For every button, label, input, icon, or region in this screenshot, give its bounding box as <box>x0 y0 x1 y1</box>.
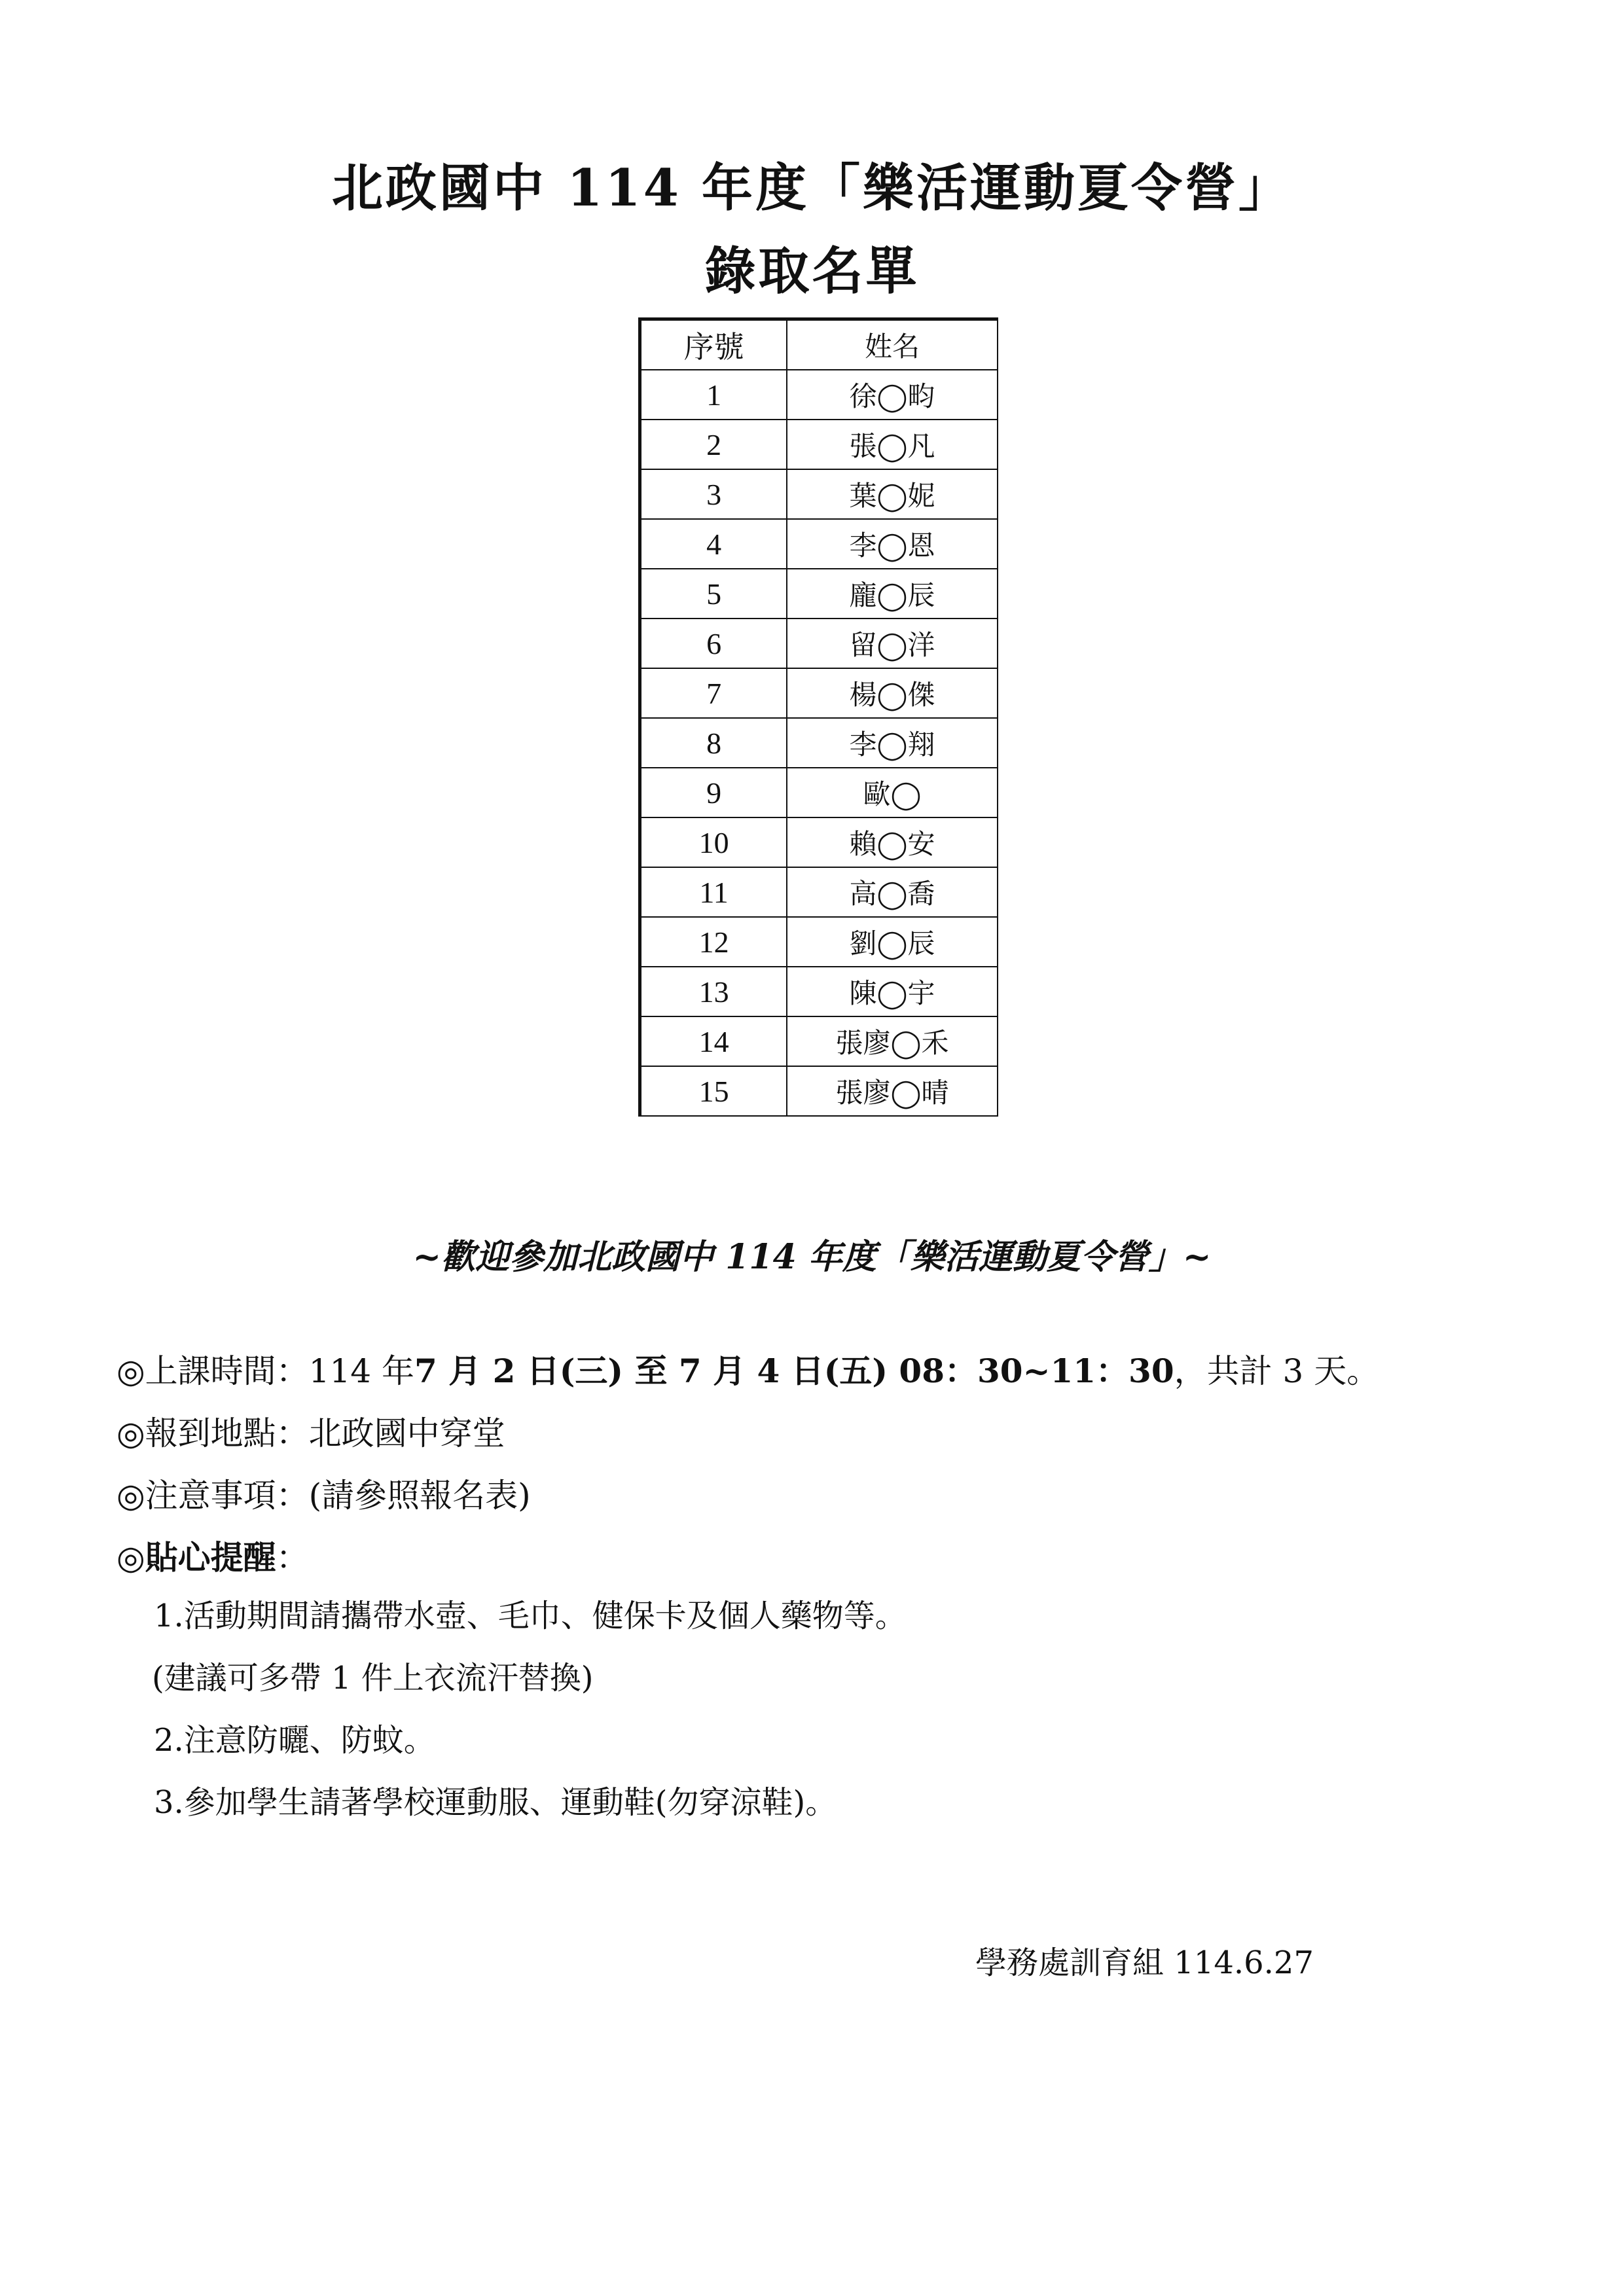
row-number-cell: 13 <box>640 967 787 1016</box>
table-row <box>640 370 998 420</box>
admission-roster-table <box>638 317 998 1117</box>
row-number-cell: 1 <box>640 370 787 420</box>
student-name-cell: 徐◯畇 <box>787 370 998 420</box>
row-number-cell: 7 <box>640 668 787 718</box>
table-row <box>640 619 998 668</box>
class-time-label: ◎上課時間： <box>117 1352 309 1390</box>
table-row <box>640 519 998 569</box>
tip-item-1: 1.活動期間請攜帶水壺、毛巾、健保卡及個人藥物等。 <box>154 1598 907 1634</box>
table-row <box>640 668 998 718</box>
class-time-dates: 7 月 2 日(三) 至 7 月 4 日(五) 08：30~11：30 <box>414 1352 1174 1390</box>
student-name-cell: 李◯翔 <box>787 718 998 768</box>
document-title: 北政國中 114 年度「樂活運動夏令營」 <box>331 158 1293 218</box>
column-header-name: 姓名 <box>787 319 998 370</box>
student-name-cell: 楊◯傑 <box>787 668 998 718</box>
table-row <box>640 817 998 867</box>
student-name-cell: 張廖◯禾 <box>787 1016 998 1066</box>
row-number-cell: 5 <box>640 569 787 619</box>
table-row <box>640 867 998 917</box>
class-time-year: 114 年 <box>308 1352 414 1390</box>
row-number-cell: 3 <box>640 469 787 519</box>
check-in-location-line: ◎報到地點：北政國中穿堂 <box>117 1414 505 1452</box>
notice-line: ◎注意事項：(請參照報名表) <box>117 1477 531 1515</box>
document-subtitle: 錄取名單 <box>704 242 920 301</box>
welcome-message: ~歡迎參加北政國中 114 年度「樂活運動夏令營」~ <box>412 1237 1212 1277</box>
row-number-cell: 15 <box>640 1066 787 1116</box>
row-number-cell: 8 <box>640 718 787 768</box>
tip-item-1-note: (建議可多帶 1 件上衣流汗替換) <box>152 1660 594 1696</box>
table-row <box>640 469 998 519</box>
roster-body <box>640 370 998 1116</box>
table-row <box>640 917 998 967</box>
class-time-line <box>117 1345 1379 1392</box>
tip-item-2: 2.注意防曬、防蚊。 <box>154 1722 435 1759</box>
tips-colon: ： <box>276 1539 309 1577</box>
student-name-cell: 張◯凡 <box>787 420 998 469</box>
tips-heading <box>117 1532 309 1579</box>
tip-item-3: 3.參加學生請著學校運動服、運動鞋(勿穿涼鞋)。 <box>154 1784 837 1821</box>
row-number-cell: 6 <box>640 619 787 668</box>
table-row <box>640 768 998 817</box>
table-row <box>640 569 998 619</box>
table-header-row <box>640 319 998 370</box>
table-row <box>640 1016 998 1066</box>
student-name-cell: 歐◯ <box>787 768 998 817</box>
row-number-cell: 12 <box>640 917 787 967</box>
tips-symbol: ◎ <box>117 1539 145 1577</box>
row-number-cell: 11 <box>640 867 787 917</box>
student-name-cell: 李◯恩 <box>787 519 998 569</box>
student-name-cell: 劉◯辰 <box>787 917 998 967</box>
issuer-and-date: 學務處訓育組 114.6.27 <box>975 1945 1314 1981</box>
student-name-cell: 高◯喬 <box>787 867 998 917</box>
row-number-cell: 2 <box>640 420 787 469</box>
row-number-cell: 9 <box>640 768 787 817</box>
class-time-total: ，共計 3 天。 <box>1174 1352 1380 1390</box>
student-name-cell: 陳◯宇 <box>787 967 998 1016</box>
table-row <box>640 420 998 469</box>
student-name-cell: 留◯洋 <box>787 619 998 668</box>
row-number-cell: 4 <box>640 519 787 569</box>
row-number-cell: 10 <box>640 817 787 867</box>
student-name-cell: 賴◯安 <box>787 817 998 867</box>
student-name-cell: 龐◯辰 <box>787 569 998 619</box>
table-row <box>640 1066 998 1116</box>
row-number-cell: 14 <box>640 1016 787 1066</box>
table-row <box>640 967 998 1016</box>
tips-heading-label: 貼心提醒 <box>145 1538 276 1577</box>
column-header-number: 序號 <box>640 319 787 370</box>
student-name-cell: 張廖◯晴 <box>787 1066 998 1116</box>
student-name-cell: 葉◯妮 <box>787 469 998 519</box>
table-row <box>640 718 998 768</box>
